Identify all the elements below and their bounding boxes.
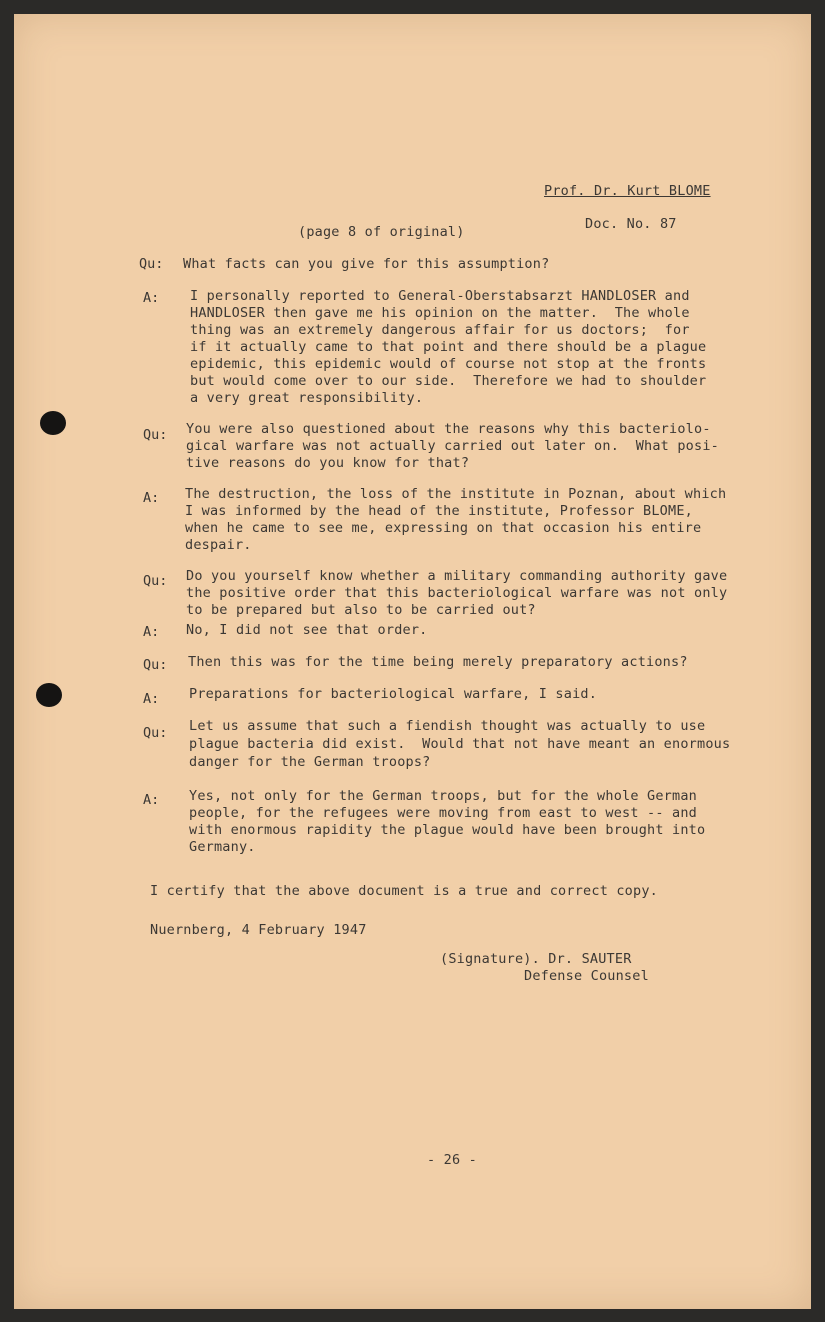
qa-line: if it actually came to that point and there should be a plague bbox=[190, 339, 707, 355]
certification-text: I certify that the above document is a true and correct copy. bbox=[150, 883, 658, 899]
qa-line: gical warfare was not actually carried out later on. What posi- bbox=[186, 438, 719, 454]
qa-line: despair. bbox=[185, 537, 252, 553]
speaker-label: Qu: bbox=[143, 725, 168, 741]
qa-line: danger for the German troops? bbox=[189, 754, 431, 770]
qa-line: the positive order that this bacteriological warfare was not only bbox=[186, 585, 728, 601]
document-number: Doc. No. 87 bbox=[585, 216, 677, 232]
qa-line: What facts can you give for this assumption? bbox=[183, 256, 550, 272]
qa-line: Preparations for bacteriological warfare, I said. bbox=[189, 686, 598, 702]
qa-line: Germany. bbox=[189, 839, 256, 855]
speaker-label: A: bbox=[143, 490, 160, 506]
qa-line: a very great responsibility. bbox=[190, 390, 424, 406]
speaker-label: Qu: bbox=[139, 256, 164, 272]
qa-line: I was informed by the head of the institute, Professor BLOME, bbox=[185, 503, 693, 519]
qa-line: You were also questioned about the reasons why this bacteriolo- bbox=[186, 421, 711, 437]
qa-line: Then this was for the time being merely preparatory actions? bbox=[188, 654, 688, 670]
qa-line: The destruction, the loss of the institute in Poznan, about which bbox=[185, 486, 727, 502]
qa-line: Yes, not only for the German troops, but for the whole German bbox=[189, 788, 697, 804]
qa-line: tive reasons do you know for that? bbox=[186, 455, 470, 471]
signature-title: Defense Counsel bbox=[524, 968, 649, 984]
speaker-label: A: bbox=[143, 290, 160, 306]
qa-line: with enormous rapidity the plague would have been brought into bbox=[189, 822, 706, 838]
punch-hole bbox=[36, 683, 62, 707]
qa-line: epidemic, this epidemic would of course not stop at the fronts bbox=[190, 356, 707, 372]
qa-line: No, I did not see that order. bbox=[186, 622, 428, 638]
qa-line: to be prepared but also to be carried out? bbox=[186, 602, 536, 618]
speaker-label: A: bbox=[143, 691, 160, 707]
punch-hole bbox=[40, 411, 66, 435]
qa-line: but would come over to our side. Therefore we had to shoulder bbox=[190, 373, 707, 389]
qa-line: HANDLOSER then gave me his opinion on the matter. The whole bbox=[190, 305, 690, 321]
page-number: - 26 - bbox=[427, 1152, 477, 1168]
speaker-label: Qu: bbox=[143, 573, 168, 589]
page-of-original: (page 8 of original) bbox=[298, 224, 465, 240]
speaker-label: A: bbox=[143, 624, 160, 640]
speaker-label: Qu: bbox=[143, 427, 168, 443]
qa-line: plague bacteria did exist. Would that not have meant an enormous bbox=[189, 736, 731, 752]
qa-line: people, for the refugees were moving from east to west -- and bbox=[189, 805, 697, 821]
qa-line: when he came to see me, expressing on that occasion his entire bbox=[185, 520, 702, 536]
header-name: Prof. Dr. Kurt BLOME bbox=[544, 183, 711, 199]
qa-line: I personally reported to General-Oberstabsarzt HANDLOSER and bbox=[190, 288, 690, 304]
speaker-label: Qu: bbox=[143, 657, 168, 673]
place-date: Nuernberg, 4 February 1947 bbox=[150, 922, 367, 938]
speaker-label: A: bbox=[143, 792, 160, 808]
qa-line: Do you yourself know whether a military commanding authority gave bbox=[186, 568, 728, 584]
signature-line: (Signature). Dr. SAUTER bbox=[440, 951, 632, 967]
qa-line: Let us assume that such a fiendish thought was actually to use bbox=[189, 718, 706, 734]
qa-line: thing was an extremely dangerous affair for us doctors; for bbox=[190, 322, 690, 338]
